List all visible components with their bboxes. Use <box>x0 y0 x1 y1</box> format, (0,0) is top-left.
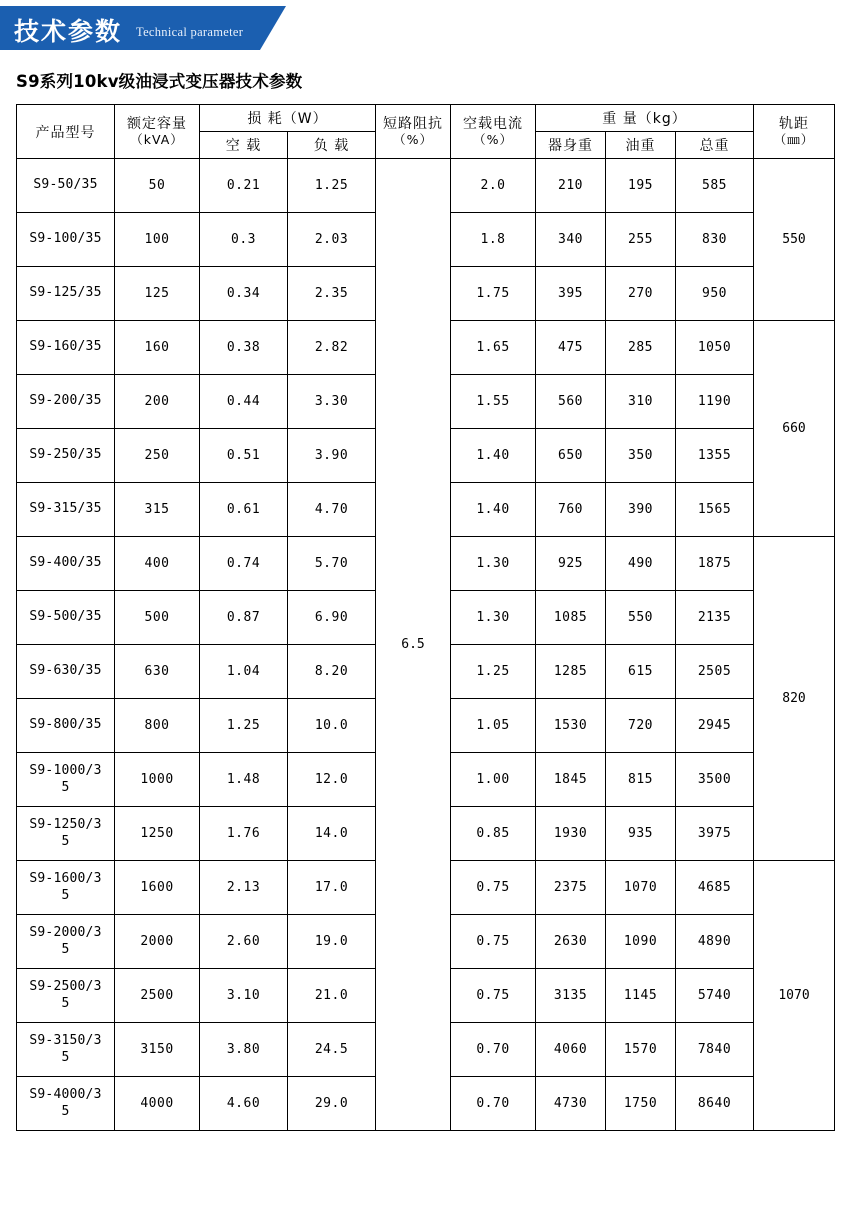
cell-rated-capacity: 2500 <box>115 969 200 1023</box>
cell-weight-body: 1285 <box>536 645 606 699</box>
page-header-banner <box>0 6 850 60</box>
cell-weight-body: 760 <box>536 483 606 537</box>
cell-noload-current: 0.85 <box>451 807 536 861</box>
cell-weight-total: 2505 <box>676 645 754 699</box>
cell-weight-oil: 390 <box>606 483 676 537</box>
header-impedance-label: 短路阻抗 <box>383 115 444 132</box>
cell-loss-noload: 3.80 <box>200 1023 288 1077</box>
cell-noload-current: 1.30 <box>451 537 536 591</box>
cell-weight-body: 1930 <box>536 807 606 861</box>
header-rated-capacity-label: 额定容量 <box>127 115 187 132</box>
cell-model: S9-100/35 <box>17 213 115 267</box>
cell-weight-oil: 285 <box>606 321 676 375</box>
cell-rated-capacity: 250 <box>115 429 200 483</box>
cell-weight-oil: 195 <box>606 159 676 213</box>
cell-weight-oil: 255 <box>606 213 676 267</box>
page-title: S9系列10kv级油浸式变压器技术参数 <box>16 72 303 91</box>
cell-loss-load: 2.35 <box>288 267 376 321</box>
cell-loss-noload: 1.04 <box>200 645 288 699</box>
cell-rated-capacity: 4000 <box>115 1077 200 1131</box>
table-head <box>17 105 835 159</box>
cell-loss-noload: 0.44 <box>200 375 288 429</box>
cell-noload-current: 0.75 <box>451 969 536 1023</box>
cell-weight-body: 210 <box>536 159 606 213</box>
cell-loss-load: 12.0 <box>288 753 376 807</box>
cell-weight-oil: 615 <box>606 645 676 699</box>
cell-loss-noload: 0.61 <box>200 483 288 537</box>
cell-rated-capacity: 1000 <box>115 753 200 807</box>
cell-weight-body: 1845 <box>536 753 606 807</box>
cell-loss-load: 29.0 <box>288 1077 376 1131</box>
cell-weight-total: 1875 <box>676 537 754 591</box>
cell-loss-noload: 2.13 <box>200 861 288 915</box>
header-impedance-unit: （%） <box>393 132 433 148</box>
cell-loss-load: 1.25 <box>288 159 376 213</box>
header-loss-load: 负 载 <box>288 132 376 159</box>
cell-loss-noload: 0.21 <box>200 159 288 213</box>
cell-loss-load: 14.0 <box>288 807 376 861</box>
cell-model: S9-500/35 <box>17 591 115 645</box>
cell-weight-total: 5740 <box>676 969 754 1023</box>
cell-loss-load: 3.90 <box>288 429 376 483</box>
cell-loss-load: 8.20 <box>288 645 376 699</box>
cell-model: S9-2000/3 5 <box>17 915 115 969</box>
cell-noload-current: 0.75 <box>451 861 536 915</box>
cell-gauge: 660 <box>754 321 835 537</box>
cell-rated-capacity: 500 <box>115 591 200 645</box>
cell-weight-total: 8640 <box>676 1077 754 1131</box>
cell-loss-load: 19.0 <box>288 915 376 969</box>
cell-weight-total: 4685 <box>676 861 754 915</box>
cell-rated-capacity: 50 <box>115 159 200 213</box>
cell-loss-load: 10.0 <box>288 699 376 753</box>
cell-rated-capacity: 125 <box>115 267 200 321</box>
cell-noload-current: 1.8 <box>451 213 536 267</box>
cell-rated-capacity: 315 <box>115 483 200 537</box>
cell-noload-current: 1.05 <box>451 699 536 753</box>
cell-weight-oil: 550 <box>606 591 676 645</box>
table-body <box>17 159 835 1131</box>
header-rated-capacity <box>115 105 200 159</box>
cell-weight-body: 925 <box>536 537 606 591</box>
header-impedance <box>376 105 451 159</box>
cell-weight-total: 1355 <box>676 429 754 483</box>
cell-rated-capacity: 630 <box>115 645 200 699</box>
cell-model: S9-630/35 <box>17 645 115 699</box>
cell-model: S9-315/35 <box>17 483 115 537</box>
cell-weight-total: 950 <box>676 267 754 321</box>
header-weight-body: 器身重 <box>536 132 606 159</box>
cell-model: S9-3150/3 5 <box>17 1023 115 1077</box>
cell-weight-body: 1085 <box>536 591 606 645</box>
header-rated-capacity-unit: （kVA） <box>130 132 184 148</box>
cell-noload-current: 1.40 <box>451 483 536 537</box>
header-loss-group: 损 耗（W） <box>200 105 376 132</box>
cell-weight-body: 475 <box>536 321 606 375</box>
cell-gauge: 550 <box>754 159 835 321</box>
table-row <box>17 159 835 213</box>
cell-noload-current: 1.65 <box>451 321 536 375</box>
cell-noload-current: 0.70 <box>451 1077 536 1131</box>
cell-rated-capacity: 200 <box>115 375 200 429</box>
cell-weight-body: 4730 <box>536 1077 606 1131</box>
banner-title-en: Technical parameter <box>136 25 244 39</box>
cell-rated-capacity: 800 <box>115 699 200 753</box>
cell-model: S9-400/35 <box>17 537 115 591</box>
cell-weight-total: 4890 <box>676 915 754 969</box>
cell-weight-body: 2375 <box>536 861 606 915</box>
cell-noload-current: 1.75 <box>451 267 536 321</box>
cell-rated-capacity: 100 <box>115 213 200 267</box>
cell-weight-oil: 1090 <box>606 915 676 969</box>
cell-weight-total: 585 <box>676 159 754 213</box>
cell-weight-body: 2630 <box>536 915 606 969</box>
cell-noload-current: 0.75 <box>451 915 536 969</box>
cell-loss-noload: 0.38 <box>200 321 288 375</box>
cell-model: S9-800/35 <box>17 699 115 753</box>
cell-model: S9-160/35 <box>17 321 115 375</box>
cell-weight-oil: 1145 <box>606 969 676 1023</box>
cell-loss-noload: 3.10 <box>200 969 288 1023</box>
cell-loss-noload: 0.51 <box>200 429 288 483</box>
cell-weight-total: 830 <box>676 213 754 267</box>
cell-weight-total: 2135 <box>676 591 754 645</box>
cell-rated-capacity: 2000 <box>115 915 200 969</box>
cell-loss-load: 3.30 <box>288 375 376 429</box>
cell-noload-current: 1.55 <box>451 375 536 429</box>
cell-loss-noload: 0.34 <box>200 267 288 321</box>
cell-noload-current: 1.00 <box>451 753 536 807</box>
cell-weight-body: 340 <box>536 213 606 267</box>
cell-gauge: 820 <box>754 537 835 861</box>
cell-weight-oil: 720 <box>606 699 676 753</box>
cell-model: S9-250/35 <box>17 429 115 483</box>
cell-model: S9-4000/3 5 <box>17 1077 115 1131</box>
cell-noload-current: 1.30 <box>451 591 536 645</box>
spec-table-container <box>16 104 834 1131</box>
cell-loss-load: 2.03 <box>288 213 376 267</box>
cell-weight-body: 650 <box>536 429 606 483</box>
cell-noload-current: 2.0 <box>451 159 536 213</box>
header-weight-total: 总重 <box>676 132 754 159</box>
cell-noload-current: 1.25 <box>451 645 536 699</box>
cell-loss-load: 4.70 <box>288 483 376 537</box>
cell-loss-noload: 1.25 <box>200 699 288 753</box>
cell-loss-load: 21.0 <box>288 969 376 1023</box>
header-noload-current-unit: （%） <box>473 132 513 148</box>
cell-model: S9-1600/3 5 <box>17 861 115 915</box>
cell-loss-load: 17.0 <box>288 861 376 915</box>
cell-weight-oil: 1750 <box>606 1077 676 1131</box>
cell-model: S9-50/35 <box>17 159 115 213</box>
cell-loss-noload: 0.74 <box>200 537 288 591</box>
cell-weight-total: 1190 <box>676 375 754 429</box>
header-gauge <box>754 105 835 159</box>
cell-noload-current: 0.70 <box>451 1023 536 1077</box>
cell-weight-total: 7840 <box>676 1023 754 1077</box>
cell-loss-load: 2.82 <box>288 321 376 375</box>
cell-model: S9-2500/3 5 <box>17 969 115 1023</box>
transformer-spec-table <box>16 104 835 1131</box>
cell-weight-oil: 350 <box>606 429 676 483</box>
cell-weight-oil: 935 <box>606 807 676 861</box>
cell-gauge: 1070 <box>754 861 835 1131</box>
cell-impedance: 6.5 <box>376 159 451 1131</box>
header-loss-noload: 空 载 <box>200 132 288 159</box>
header-noload-current-label: 空载电流 <box>463 115 524 132</box>
cell-rated-capacity: 160 <box>115 321 200 375</box>
cell-weight-oil: 815 <box>606 753 676 807</box>
cell-loss-load: 24.5 <box>288 1023 376 1077</box>
cell-loss-noload: 0.3 <box>200 213 288 267</box>
cell-model: S9-1000/3 5 <box>17 753 115 807</box>
cell-rated-capacity: 1250 <box>115 807 200 861</box>
cell-weight-total: 2945 <box>676 699 754 753</box>
cell-weight-total: 1050 <box>676 321 754 375</box>
cell-weight-oil: 1570 <box>606 1023 676 1077</box>
cell-weight-oil: 490 <box>606 537 676 591</box>
header-noload-current <box>451 105 536 159</box>
header-row-top <box>17 105 835 132</box>
cell-weight-total: 3500 <box>676 753 754 807</box>
cell-weight-oil: 270 <box>606 267 676 321</box>
header-weight-group: 重 量（kg） <box>536 105 754 132</box>
header-model: 产品型号 <box>17 105 115 159</box>
cell-weight-oil: 1070 <box>606 861 676 915</box>
cell-weight-oil: 310 <box>606 375 676 429</box>
header-gauge-unit: （㎜） <box>773 132 815 148</box>
cell-model: S9-125/35 <box>17 267 115 321</box>
cell-loss-noload: 4.60 <box>200 1077 288 1131</box>
banner-title-cn: 技术参数 <box>14 17 123 46</box>
cell-weight-body: 560 <box>536 375 606 429</box>
cell-weight-body: 4060 <box>536 1023 606 1077</box>
cell-loss-load: 5.70 <box>288 537 376 591</box>
cell-rated-capacity: 3150 <box>115 1023 200 1077</box>
cell-loss-noload: 0.87 <box>200 591 288 645</box>
cell-loss-noload: 1.76 <box>200 807 288 861</box>
cell-model: S9-200/35 <box>17 375 115 429</box>
cell-weight-body: 3135 <box>536 969 606 1023</box>
cell-weight-body: 1530 <box>536 699 606 753</box>
cell-rated-capacity: 1600 <box>115 861 200 915</box>
cell-loss-load: 6.90 <box>288 591 376 645</box>
cell-rated-capacity: 400 <box>115 537 200 591</box>
cell-weight-total: 3975 <box>676 807 754 861</box>
cell-weight-body: 395 <box>536 267 606 321</box>
cell-loss-noload: 2.60 <box>200 915 288 969</box>
cell-model: S9-1250/3 5 <box>17 807 115 861</box>
cell-loss-noload: 1.48 <box>200 753 288 807</box>
cell-weight-total: 1565 <box>676 483 754 537</box>
cell-noload-current: 1.40 <box>451 429 536 483</box>
header-weight-oil: 油重 <box>606 132 676 159</box>
header-gauge-label: 轨距 <box>779 115 810 132</box>
